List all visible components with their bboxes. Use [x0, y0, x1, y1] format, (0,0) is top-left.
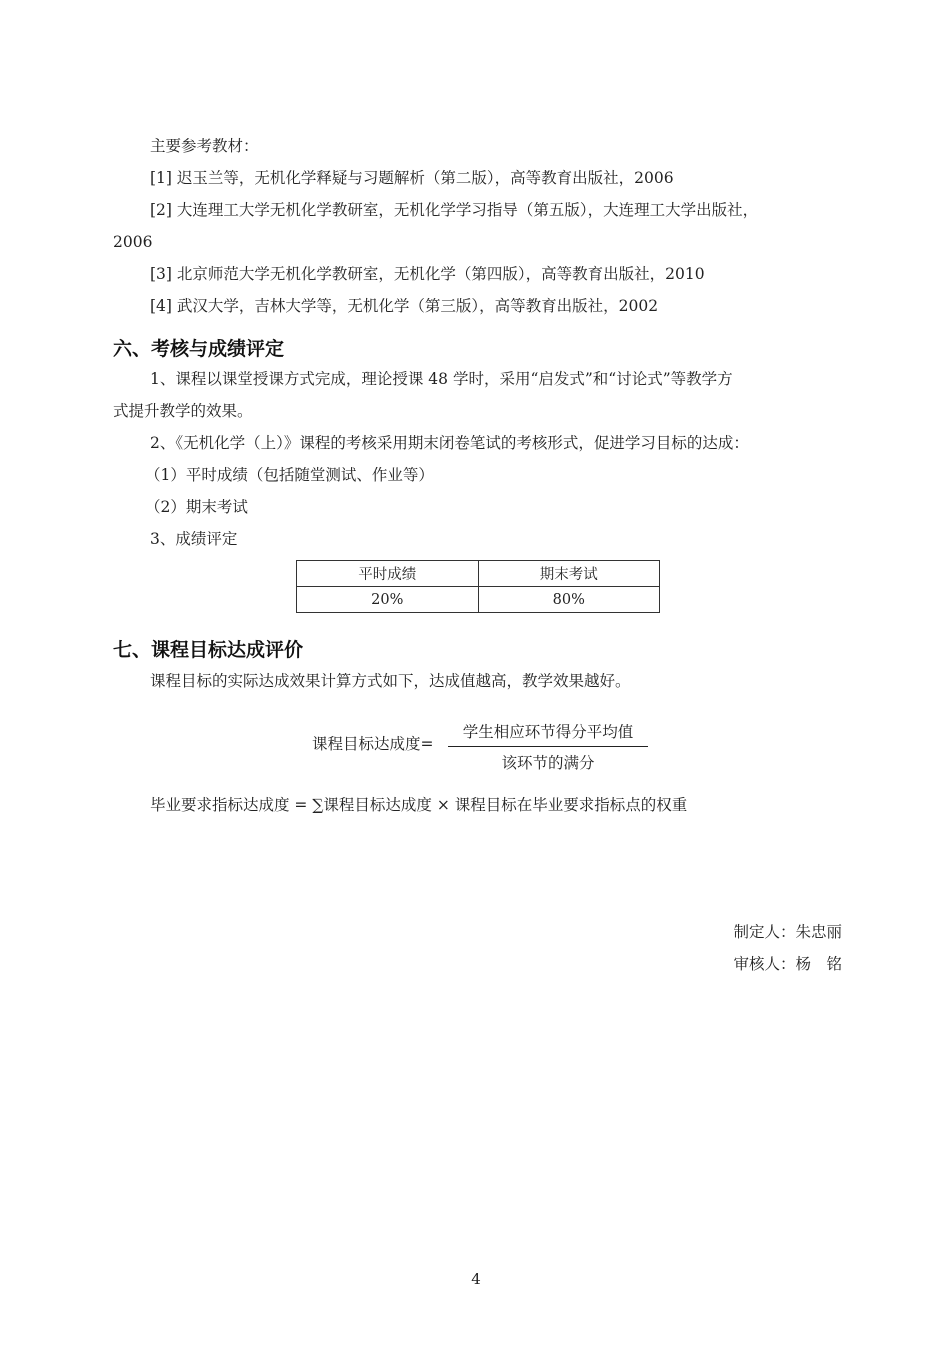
table-cell: 20%: [297, 587, 479, 613]
reference-2-continued: 2006: [113, 233, 153, 251]
formula-denominator: 该环节的满分: [501, 754, 595, 772]
reference-2: [2] 大连理工大学无机化学教研室，无机化学学习指导（第五版），大连理工大学出版社，: [150, 201, 759, 219]
reviewer-signature: 审核人：杨 铭: [733, 955, 842, 973]
table-header-cell: 平时成绩: [297, 561, 479, 587]
graduation-formula: 毕业要求指标达成度 = ∑课程目标达成度 × 课程目标在毕业要求指标点的权重: [150, 796, 688, 814]
reference-4: [4] 武汉大学，吉林大学等，无机化学（第三版），高等教育出版社，2002: [150, 297, 659, 315]
grading-table: [296, 560, 660, 613]
table-header-row: [297, 561, 660, 587]
section-6-paragraph-1-continued: 式提升教学的效果。: [113, 402, 253, 420]
assessment-item-2: （2）期末考试: [145, 498, 248, 516]
table-row: [297, 587, 660, 613]
reference-1: [1] 迟玉兰等，无机化学释疑与习题解析（第二版），高等教育出版社，2006: [150, 169, 674, 187]
formula-label: 课程目标达成度=: [312, 735, 434, 753]
table-cell: 80%: [478, 587, 660, 613]
section-6-heading: 六、考核与成绩评定: [113, 338, 285, 360]
section-7-paragraph: 课程目标的实际达成效果计算方式如下，达成值越高，教学效果越好。: [150, 672, 631, 690]
formula-numerator: 学生相应环节得分平均值: [462, 723, 634, 741]
grading-label: 3、成绩评定: [150, 530, 238, 548]
reference-3: [3] 北京师范大学无机化学教研室，无机化学（第四版），高等教育出版社，2010: [150, 265, 705, 283]
section-6-paragraph-1: 1、课程以课堂授课方式完成，理论授课 48 学时，采用“启发式”和“讨论式”等教学方: [150, 370, 733, 388]
assessment-item-1: （1）平时成绩（包括随堂测试、作业等）: [145, 466, 434, 484]
fraction-bar: [448, 746, 648, 747]
section-6-paragraph-2: 2、《无机化学（上）》课程的考核采用期末闭卷笔试的考核形式，促进学习目标的达成：: [150, 434, 749, 452]
references-title: 主要参考教材：: [150, 137, 259, 155]
page-number: 4: [471, 1270, 481, 1288]
table-header-cell: 期末考试: [478, 561, 660, 587]
section-7-heading: 七、课程目标达成评价: [113, 639, 304, 661]
maker-signature: 制定人：朱忠丽: [733, 923, 842, 941]
